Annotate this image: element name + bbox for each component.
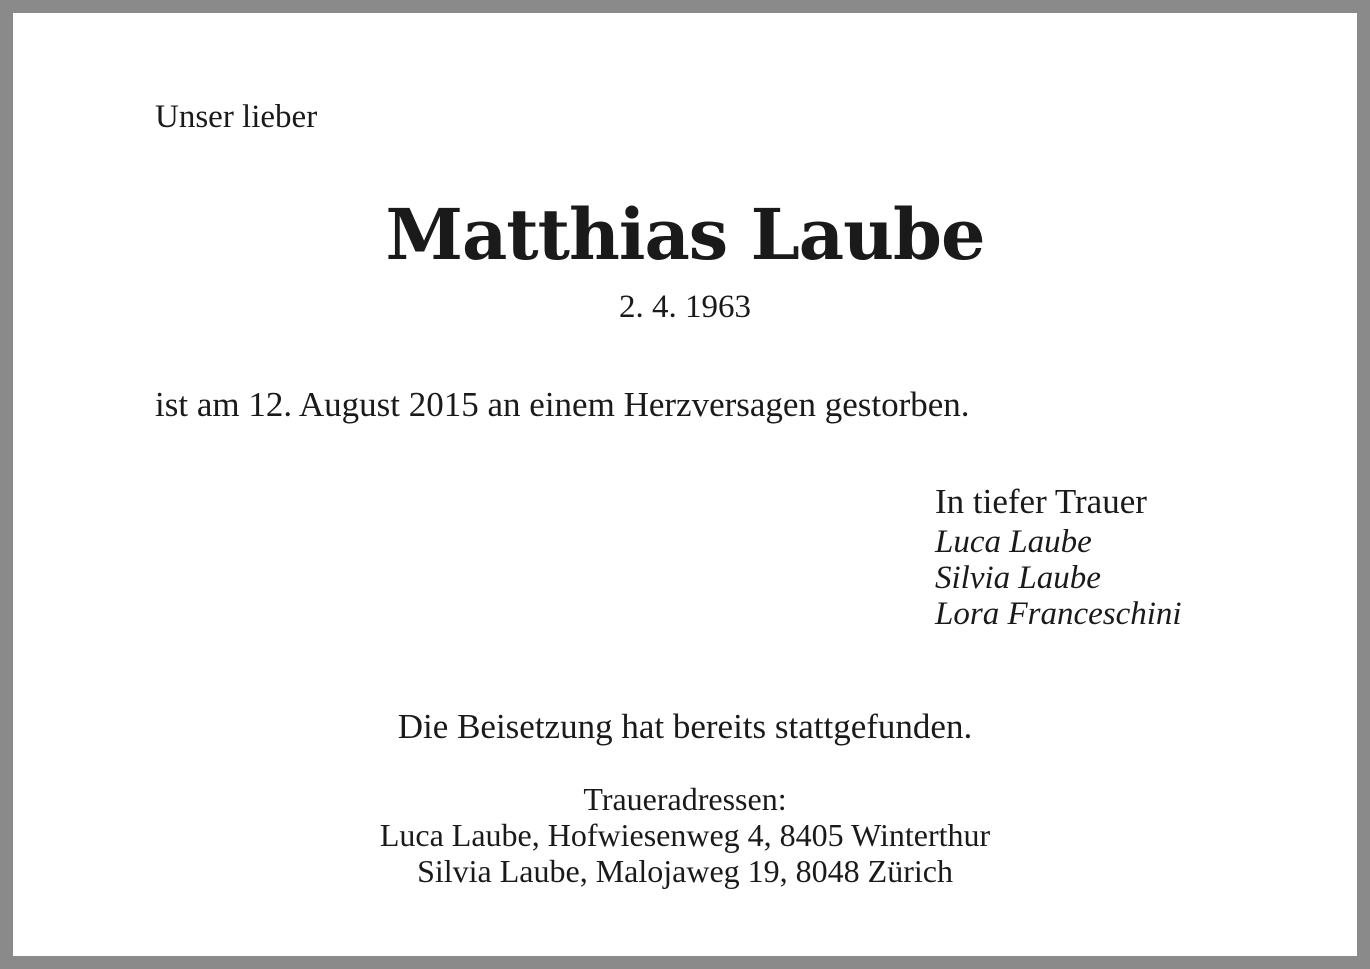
funeral-note: Die Beisetzung hat bereits stattgefunden. [397,707,973,746]
address-line: Luca Laube, Hofwiesenweg 4, 8405 Winterthur [379,817,991,853]
mourner-name: Lora Franceschini [935,596,1182,632]
addresses-title: Traueradressen: [583,781,787,817]
mourners-list [935,524,1182,632]
mourning-block [935,482,1182,632]
address-line: Silvia Laube, Malojaweg 19, 8048 Zürich [417,853,953,889]
mourning-title: In tiefer Trauer [935,482,1147,521]
mourning-addresses [13,781,1357,889]
deceased-name: Matthias Laube [385,193,985,276]
mourner-name: Luca Laube [935,524,1092,560]
intro-text: Unser lieber [155,99,318,135]
death-statement: ist am 12. August 2015 an einem Herzversagen gestorben. [155,385,970,424]
mourner-name: Silvia Laube [935,560,1101,596]
birth-date: 2. 4. 1963 [619,289,751,325]
obituary-notice [13,13,1357,956]
